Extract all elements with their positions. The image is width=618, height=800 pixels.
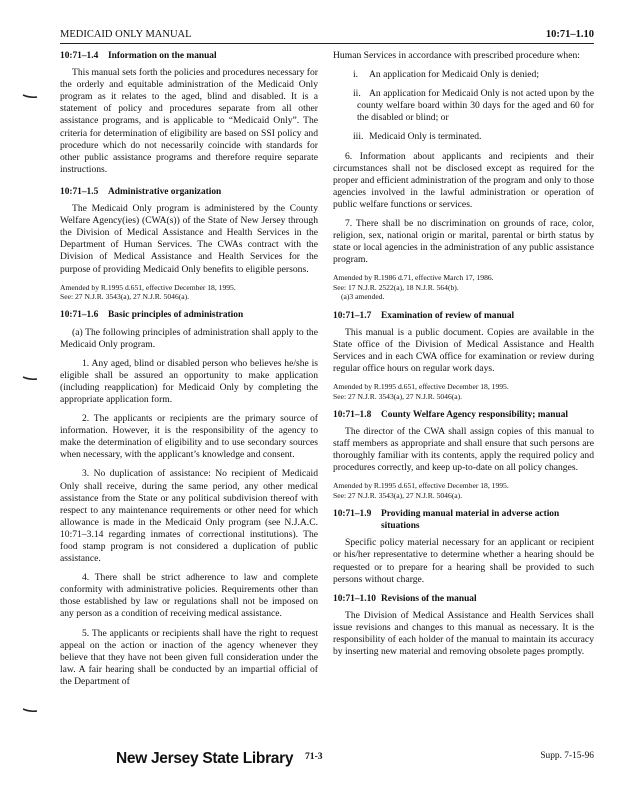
paragraph: The director of the CWA shall assign copies of this manual to staff members as appropriate and shall ensure that such persons are thoroughly familiar with its contents, apply the required policy and procedures correctly, and keep up-to-date on all policy changes. [333, 426, 594, 474]
amendment-note: Amended by R.1986 d.71, effective March 17, 1986. See: 17 N.J.R. 2522(a), 18 N.J.R. 564(b). (a)3 amended. [333, 273, 494, 302]
list-item: ii. An application for Medicaid Only is not acted upon by the county welfare board within 30 days for the aged and 60 for the disabled or blind; or [353, 88, 594, 124]
paragraph: This manual sets forth the policies and procedures necessary for the orderly and equitable administration of the Medicaid Only program as it relates to the aged, blind and disabled. It is a statement of policy and procedures separate from all other assistance programs, and is applicable to “Medicaid Only”. The criteria for determination of eligibility are based on SSI policy and procedure which do not necessarily coincide with standards for other public assistance programs and therefore require separate instructions. [60, 67, 318, 175]
paragraph: 5. The applicants or recipients shall have the right to request appeal on the action or inaction of the agency whenever they believe that they have not been given full consideration under the law. A fair hearing shall be conducted by an impartial official of the Department of [60, 627, 318, 687]
paragraph: (a) The following principles of administration shall apply to the Medicaid Only program. [60, 326, 318, 350]
margin-mark-icon [22, 92, 38, 100]
paragraph: 1. Any aged, blind or disabled person who believes he/she is eligible shall be assured an opportunity to make application (including reapplication) for Medicaid Only by completing the appropriate application form. [60, 357, 318, 405]
section-heading: 10:71–1.4 Information on the manual [60, 51, 217, 61]
list-item: i. An application for Medicaid Only is denied; [353, 69, 539, 81]
amendment-note: Amended by R.1995 d.651, effective December 18, 1995. See: 27 N.J.R. 3543(a), 27 N.J.R. 5046(a). [60, 282, 236, 301]
paragraph: The Division of Medical Assistance and Health Services shall issue revisions and changes to this manual as necessary. It is the responsibility of each holder of the manual to maintain its accuracy by inserting new material and removing obsolete pages promptly. [333, 609, 594, 658]
margin-mark-icon [22, 706, 38, 714]
running-header [60, 27, 594, 44]
supplement-date: Supp. 7-15-96 [540, 751, 594, 761]
paragraph: 6. Information about applicants and recipients and their circumstances shall not be disclosed except as required for the proper and efficient administration of the program and only to those agencies involved in the lawful administration or operation of public welfare functions or services. [333, 150, 594, 210]
paragraph: Human Services in accordance with prescribed procedure when: [333, 50, 580, 61]
section-heading: 10:71–1.10 Revisions of the manual [333, 593, 477, 604]
paragraph: 4. There shall be strict adherence to law and complete conformity with administrative policies. Requirements other than those established by law or regulations shall not be imposed on any person as a condition of receiving medical assistance. [60, 572, 318, 620]
paragraph: 7. There shall be no discrimination on grounds of race, color, religion, sex, national origin or marital, parental or birth status by state or local agencies in the administration of any public assistance program. [333, 218, 594, 266]
paragraph: The Medicaid Only program is administered by the County Welfare Agency(ies) (CWA(s)) of the State of New Jersey through the Division of Medical Assistance and Health Services in the Department of Human Services. The CWAs contract with the Division of Medical Assistance and Health Services for the purpose of providing Medicaid Only benefits to eligible persons. [60, 203, 318, 275]
section-heading: 10:71–1.8 County Welfare Agency responsibility; manual [333, 409, 568, 420]
left-column [60, 50, 318, 695]
paragraph: This manual is a public document. Copies are available in the State office of the Division of Medical Assistance and Health Services and in each CWA office for examination or review during regular office hours on regular work days. [333, 326, 594, 374]
section-heading: 10:71–1.5 Administrative organization [60, 186, 222, 197]
amendment-note: Amended by R.1995 d.651, effective December 18, 1995. See: 27 N.J.R. 3543(a), 27 N.J.R. 5046(a). [333, 481, 509, 500]
paragraph: 2. The applicants or recipients are the primary source of information. However, it is the responsibility of the agency to make the determination of eligibility and to use secondary sources when necessary, with the applicant’s knowledge and consent. [60, 413, 318, 461]
paragraph: 3. No duplication of assistance: No recipient of Medicaid Only shall receive, during the same period, any other medical assistance from the State or any political subdivision thereof with respect to any maintenance requirements or other need for which allowance is made in the Medicaid Only program (see N.J.A.C. 10:71–3.14 regarding inmates of correctional institutions). The food stamp program is not considered a duplication of public assistance. [60, 468, 318, 565]
right-column [333, 50, 594, 665]
section-heading: 10:71–1.6 Basic principles of administration [60, 310, 244, 321]
amendment-note: Amended by R.1995 d.651, effective December 18, 1995. See: 27 N.J.R. 3543(a), 27 N.J.R. 5046(a). [333, 382, 509, 401]
paragraph: Specific policy material necessary for an applicant or recipient or his/her representative to determine whether a hearing should be requested or to prepare for a hearing shall be provided to such persons without charge. [333, 537, 594, 585]
manual-title: MEDICAID ONLY MANUAL [60, 29, 192, 40]
margin-mark-icon [22, 374, 38, 382]
section-range: 10:71–1.10 [545, 29, 594, 40]
section-heading: 10:71–1.9 Providing manual material in adverse action situations [333, 509, 560, 532]
section-heading: 10:71–1.7 Examination of review of manual [333, 310, 515, 321]
list-item: iii. Medicaid Only is terminated. [353, 131, 482, 143]
page-number: 71-3 [305, 751, 323, 762]
library-stamp: New Jersey State Library [116, 750, 294, 767]
page-footer [60, 748, 594, 770]
